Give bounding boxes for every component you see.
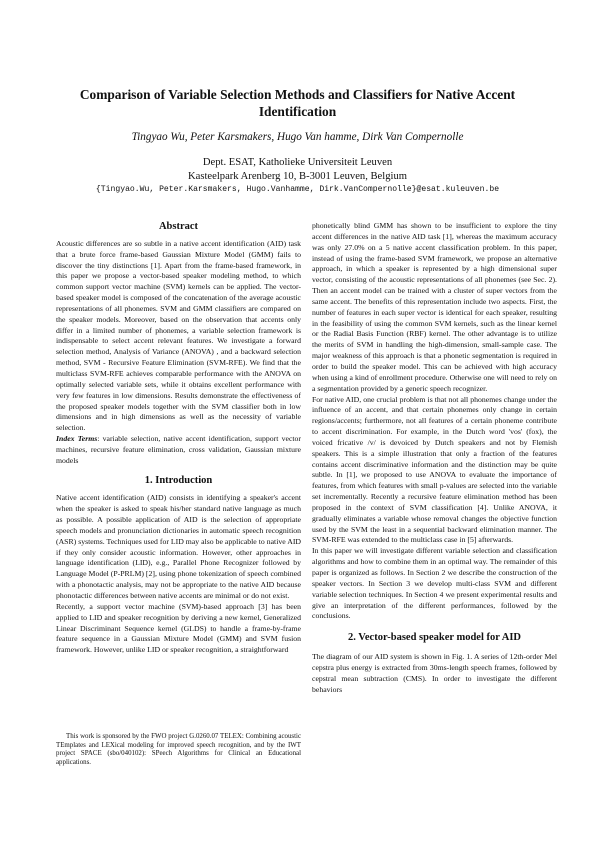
introduction-heading: 1. Introduction [144,474,213,486]
index-terms-text: : variable selection, native accent identification, support vector machines, recursive feature elimination, cross validation, Gaussian mixture models [56,434,301,465]
author-emails: {Tingyao.Wu, Peter.Karsmakers, Hugo.Vanhamme, Dirk.VanCompernolle}@esat.kuleuven.be [95,185,500,194]
introduction-paragraph-1: Native accent identification (AID) consists in identifying a speaker's accent when the speaker is asked to speak his/her standard native language as much as possible. A possible application of AID is the selection of appropriate speech models and pronunciation dictionaries in automatic speech recognition (ASR) systems. Techniques used for LID may also be applicable to native AID if they only consider acoustic information. However, other approaches in language identification (LID), e.g., Parallel Phone Recognizer followed by Language Model (P-PRLM) [2], using phone tokenization of speech combined with a phonotactic analysis, may not be appropriate to the native AID because phonotactic differences between native accents are minimal or do not exist. [56,493,301,600]
paper-title: Comparison of Variable Selection Methods and Classifiers for Native Accent Identification [79,87,516,119]
paper-authors: Tingyao Wu, Peter Karsmakers, Hugo Van hamme, Dirk Van Compernolle [131,131,464,143]
section-2-paragraph-1: The diagram of our AID system is shown in Fig. 1. A series of 12th-order Mel cepstra plus energy is extracted from 30ms-length speech frames, followed by cepstral mean subtraction (CMS). In order to investigate the different behaviors [312,652,557,694]
right-paragraph-2: For native AID, one crucial problem is that not all phonemes change under the influence of an accent, and that certain phonemes only change in certain regions/accents; furthermore, not all features of a certain phoneme contribute to accent discrimination. For example, in the Dutch word 'vos' (fox), the voiced fricative /v/ is devoiced by Dutch speakers and not by Flemish speakers. This is a simple illustration that only a fraction of the features contains accent discriminative information and the distinction may be quite subtle. In [1], we proposed to use ANOVA to evaluate the importance of features, from which features with small p-values are selected into the variable set incrementally. Recently a recursive feature elimination method has been proposed in the context of SVM classification [4]. Unlike ANOVA, it gradually eliminates a variable whose removal changes the objective function used by the SVM the least in a sequential backward elimination manner. The SVM-RFE was extended to the multiclass case in [5] afterwards. [312,394,557,545]
affiliation [40,156,555,184]
section-2-heading: 2. Vector-based speaker model for AID [347,632,522,644]
right-column [312,221,557,695]
footnote [56,733,301,767]
affiliation-line-1: Dept. ESAT, Katholieke Universiteit Leuven [202,157,393,168]
introduction-paragraph-2: Recently, a support vector machine (SVM)-based approach [3] has been applied to LID and speaker recognition by deriving a new kernel, Generalized Linear Discriminant Sequence kernel (GLDS) to handle a frame-by-frame feature sequence in a Gaussian Mixture Model (GMM) and SVM fusion framework. However, unlike LID or speaker recognition, a straightforward [56,601,301,655]
index-terms-label: Index Terms [56,434,98,444]
affiliation-line-2: Kasteelpark Arenberg 10, B-3001 Leuven, Belgium [188,171,407,182]
footnote-text: This work is sponsored by the FWO project G.0260.07 TELEX: Combining acoustic TEmplates and LEXical modeling for improved speech recognition, and by the IWT project SPACE (sbo/040102): SPeech Algorithms for Clinical an Educational applications. [56,733,301,766]
abstract-heading: Abstract [158,221,199,232]
right-paragraph-3: In this paper we will investigate different variable selection and classification algorithms and how to combine them in an optimal way. The remainder of this paper is organized as follows. In Section 2 we describe the construction of the speaker vectors. In Section 3 we develop multi-class SVM and different variable selection techniques. In Section 4 we present experimental results and give an interpretation of the different performances, followed by the conclusions. [312,546,557,621]
abstract-text: Acoustic differences are so subtle in a native accent identification (AID) task that a brute force frame-based Gaussian Mixture Model (GMM) fails to discover the tiny distinctions [1]. Apart from the frame-based framework, in this paper we propose a vector-based speaker modeling method, to which common support vector machine (SVM) kernels can be applied. The vector-based speaker model is composed of the concatenation of the average acoustic representations of all phonemes. SVM and GMM classifiers are compared on the speaker models. Moreover, based on the observation that accents only differ in a limited number of phonemes, a variable selection framework is indispensable to select accent relevant features. We investigate a forward selection method, Analysis of Variance (ANOVA) , and a backward selection method, SVM - Recursive Feature Elimination (SVM-RFE). We find that the multiclass SVM-RFE achieves comparable performance with the ANOVA on optimally selected variable sets, while it obtains excellent performance with very few features in low dimensions. Results demonstrate the effectiveness of the proposed speaker models together with the SVM classifier both in low dimensions and in high dimensions as well as the necessity of variable selection. [56,238,301,433]
index-terms [56,434,301,467]
left-column [56,222,301,656]
right-paragraph-1: phonetically blind GMM has shown to be insufficient to explore the tiny accent differences in the native AID task [1], whereas the maximum accuracy was only 27.0% on a 5 native accent classification problem. In this paper, instead of using the frame-based SVM framework, we propose an alternative approach, in which a speaker is represented by a high dimensional super vector, consisting of the acoustic representations of all phonemes (see Sec. 2). Then an accent model can be trained with a cluster of super vectors from the same accent. The benefits of this representation include two aspects. First, the number of features in each super vector is identical for each speaker, resulting in the feasibility of using the common SVM kernels, such as the linear kernel or the Radial Basis Function (RBF) kernel. The other advantage is to utilize the merits of SVM in handling the high-dimension, small-sample case. The major weakness of this approach is that a phonetic segmentation is required in order to build the speaker model. This can be achieved with high accuracy when using a kind of enrollment procedure. Otherwise one will need to rely on a segmentation provided by a generic speech recognizer. [312,221,557,393]
